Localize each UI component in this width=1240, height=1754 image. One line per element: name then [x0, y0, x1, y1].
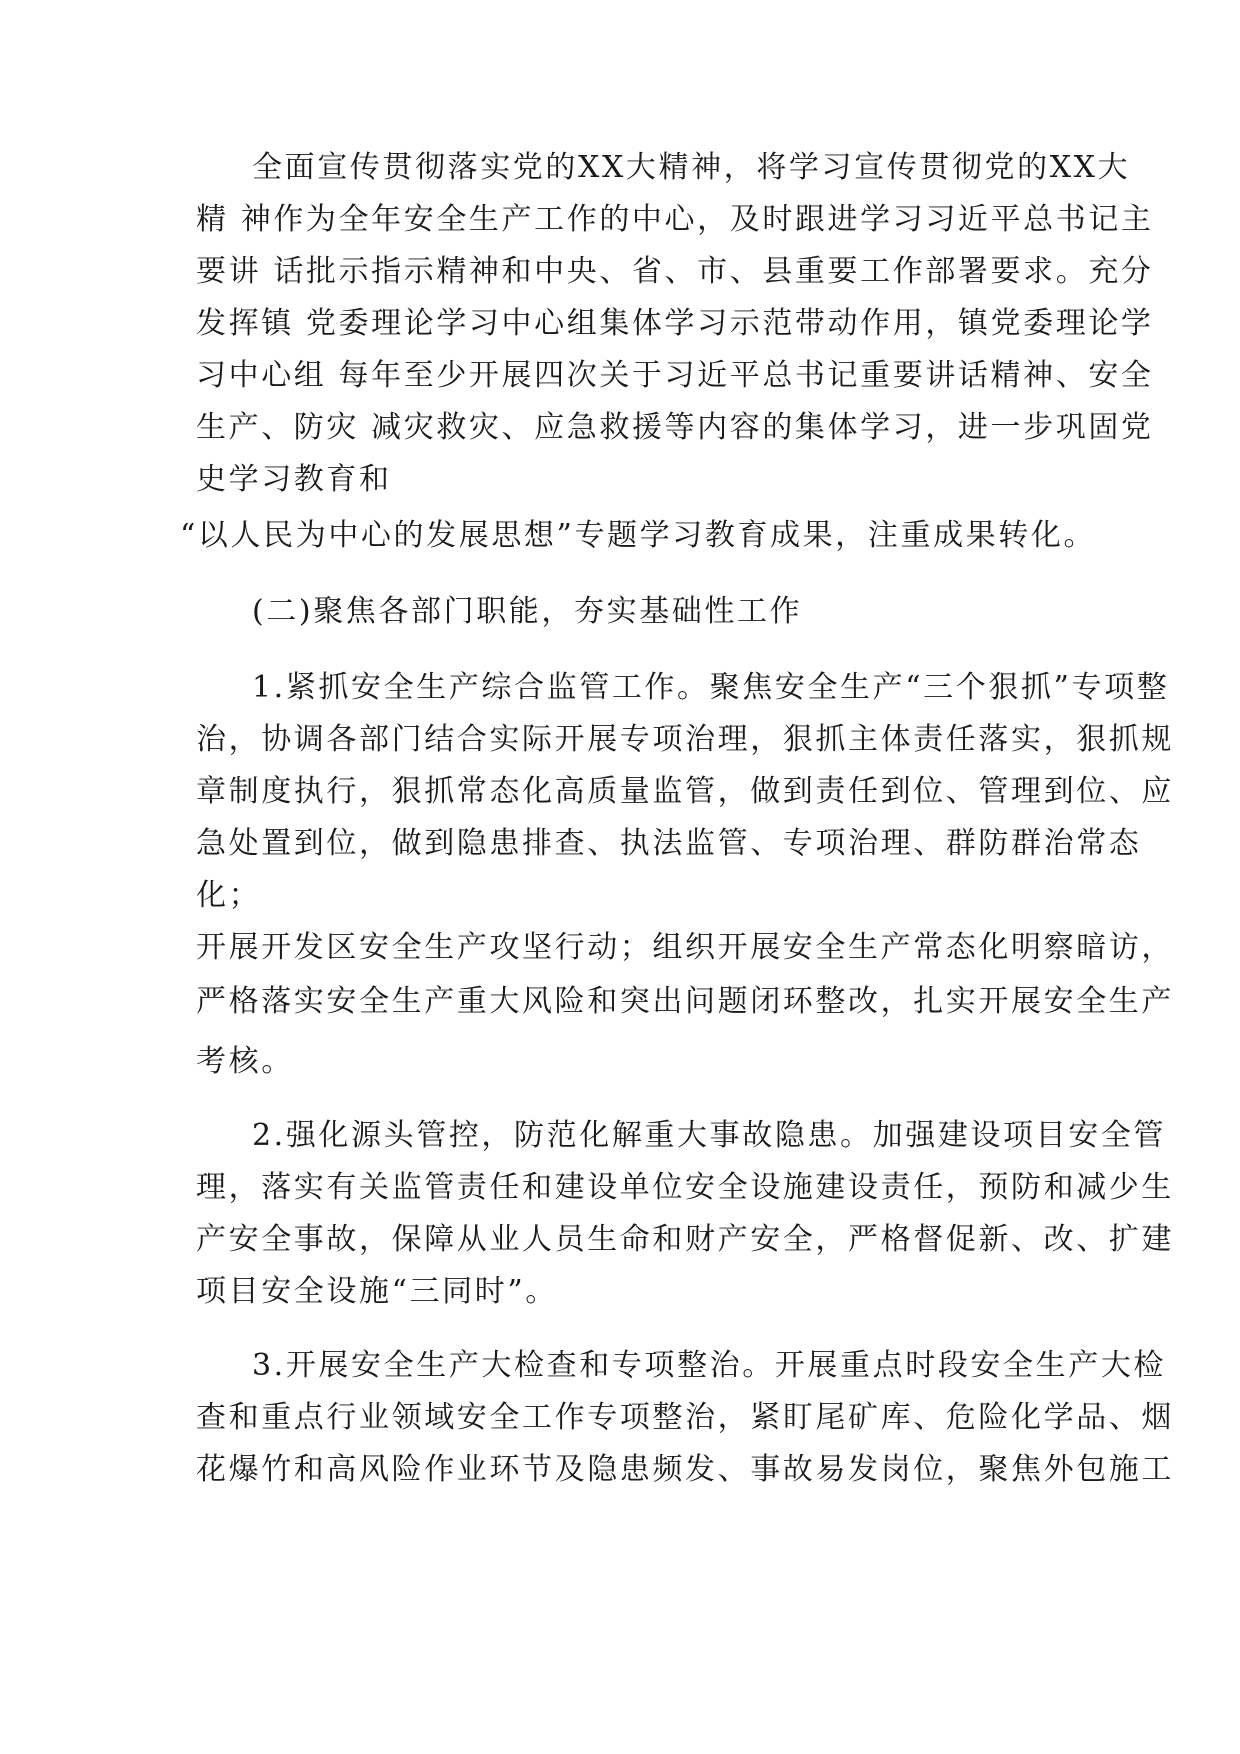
text-line: 史学习教育和 — [196, 462, 392, 497]
text-line: 查和重点行业领域安全工作专项整治，紧盯尾矿库、危险化学品、烟 — [196, 1400, 1174, 1435]
text-line: 要讲 话批示指示精神和中央、省、市、县重要工作部署要求。充分 — [196, 254, 1154, 289]
text-line: 发挥镇 党委理论学习中心组集体学习示范带动作用，镇党委理论学 — [196, 306, 1154, 341]
text-line: 项目安全设施“三同时”。 — [196, 1274, 558, 1309]
text-line: 章制度执行，狠抓常态化高质量监管，做到责任到位、管理到位、应 — [196, 774, 1174, 809]
text-line: 产安全事故，保障从业人员生命和财产安全，严格督促新、改、扩建 — [196, 1222, 1174, 1257]
text-line: 生产、防灾 减灾救灾、应急救援等内容的集体学习，进一步巩固党 — [196, 410, 1154, 445]
text-line: 化； — [196, 878, 262, 913]
section-heading: (二)聚焦各部门职能，夯实基础性工作 — [252, 594, 803, 629]
text-line: 考核。 — [196, 1044, 294, 1079]
text-line: 习中心组 每年至少开展四次关于习近平总书记重要讲话精神、安全 — [196, 358, 1154, 393]
text-line: 精 神作为全年安全生产工作的中心，及时跟进学习习近平总书记主 — [196, 202, 1154, 237]
text-line: 开展开发区安全生产攻坚行动；组织开展安全生产常态化明察暗访， — [196, 930, 1174, 965]
text-line: 1.紧抓安全生产综合监管工作。聚焦安全生产“三个狠抓”专项整 — [252, 670, 1170, 705]
text-line: 全面宣传贯彻落实党的XX大精神，将学习宣传贯彻党的XX大 — [252, 150, 1131, 185]
text-line: 花爆竹和高风险作业环节及隐患频发、事故易发岗位，聚焦外包施工 — [196, 1452, 1174, 1487]
text-line: 严格落实安全生产重大风险和突出问题闭环整改，扎实开展安全生产 — [196, 984, 1174, 1019]
text-line: “以人民为中心的发展思想”专题学习教育成果，注重成果转化。 — [180, 518, 1097, 553]
text-line: 2.强化源头管控，防范化解重大事故隐患。加强建设项目安全管 — [252, 1118, 1167, 1153]
text-line: 治，协调各部门结合实际开展专项治理，狠抓主体责任落实，狠抓规 — [196, 722, 1174, 757]
text-line: 急处置到位，做到隐患排查、执法监管、专项治理、群防群治常态 — [196, 826, 1142, 861]
text-line: 3.开展安全生产大检查和专项整治。开展重点时段安全生产大检 — [252, 1348, 1167, 1383]
text-line: 理，落实有关监管责任和建设单位安全设施建设责任，预防和减少生 — [196, 1170, 1174, 1205]
